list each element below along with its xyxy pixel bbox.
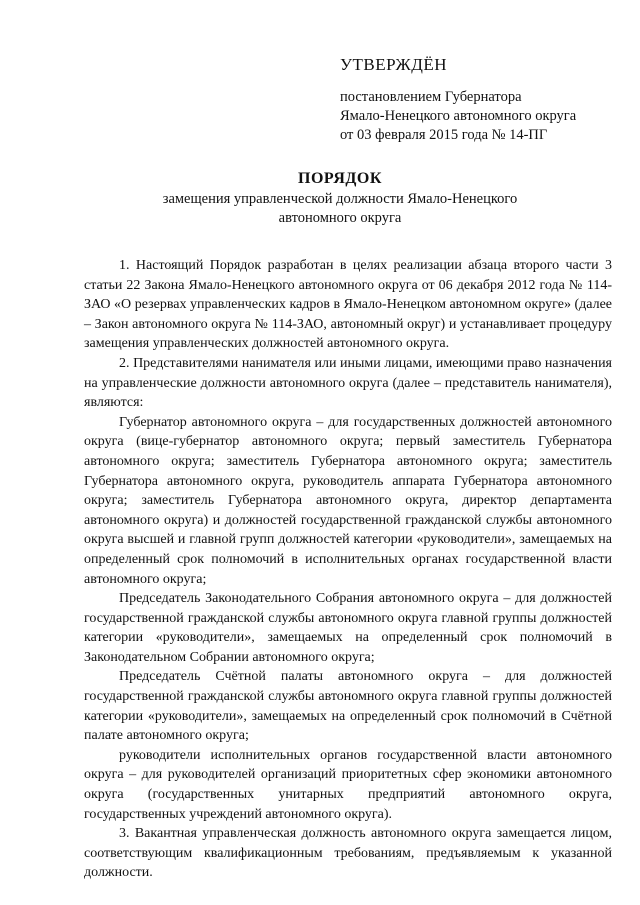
approval-line-date: от 03 февраля 2015 года № 14-ПГ <box>340 127 548 143</box>
paragraph-1: 1. Настоящий Порядок разработан в целях реализации абзаца второго части 3 статьи 22 Закона Ямало-Ненецкого автономного округа от 06 декабря 2012 года № 114-ЗАО «О резервах управленческих кадров в Ямало-Ненецком автономном округе» (далее – Закон автономного округа № 114-ЗАО, автономный округ) и устанавливает процедуру замещения управленческих должностей автономного округа. <box>84 258 612 352</box>
paragraph-3: 3. Вакантная управленческая должность автономного округа замещается лицом, соответствующим квалификационным требованиям, предъявляемым к указанной должности. <box>84 826 612 881</box>
approval-line-decree: постановлением Губернатора <box>340 89 522 105</box>
paragraph-2: 2. Представителями нанимателя или иными лицами, имеющими право назначения на управленческие должности автономного округа (далее – представитель нанимателя), являются: <box>84 355 612 411</box>
document-body <box>84 256 612 883</box>
paragraph-legislative-chair: Председатель Законодательного Собрания автономного округа – для должностей государственной гражданской службы автономного округа главной группы должностей категории «руководители», замещаемых на определенный срок полномочий в Законодательном Собрании автономного округа; <box>84 591 612 665</box>
paragraph-governor: Губернатор автономного округа – для государственных должностей автономного округа (вице-губернатор автономного округа; первый заместитель Губернатора автономного округа; заместитель Губернатора автономного округа; заместитель Губернатора автономного округа, руководитель аппарата Губернатора автономного округа; заместитель Губернатора автономного округа, директор департамента автономного округа) и должностей государственной гражданской службы автономного округа высшей и главной групп должностей категории «руководители», замещаемых на определенный срок полномочий в исполнительных органах государственной власти автономного округа; <box>84 414 612 587</box>
document-title-block <box>60 168 620 228</box>
paragraph-accounts-chamber-chair: Председатель Счётной палаты автономного округа – для должностей государственной гражданской службы автономного округа главной группы должностей категории «руководители», замещаемых на определенный срок полномочий в Счётной палате автономного округа; <box>84 669 612 744</box>
document-heading: ПОРЯДОК <box>298 170 382 187</box>
approval-title: УТВЕРЖДЁН <box>340 55 447 74</box>
approval-block <box>340 54 620 145</box>
document-subtitle-line-1: замещения управленческой должности Ямало-Ненецкого <box>162 191 518 207</box>
document-subtitle-line-2: автономного округа <box>278 210 402 226</box>
paragraph-executive-heads: руководители исполнительных органов государственной власти автономного округа – для руководителей организаций приоритетных сфер экономики автономного округа (государственных унитарных предприятий автономного округа, государственных учреждений автономного округа). <box>84 747 612 822</box>
approval-line-region: Ямало-Ненецкого автономного округа <box>340 108 577 124</box>
